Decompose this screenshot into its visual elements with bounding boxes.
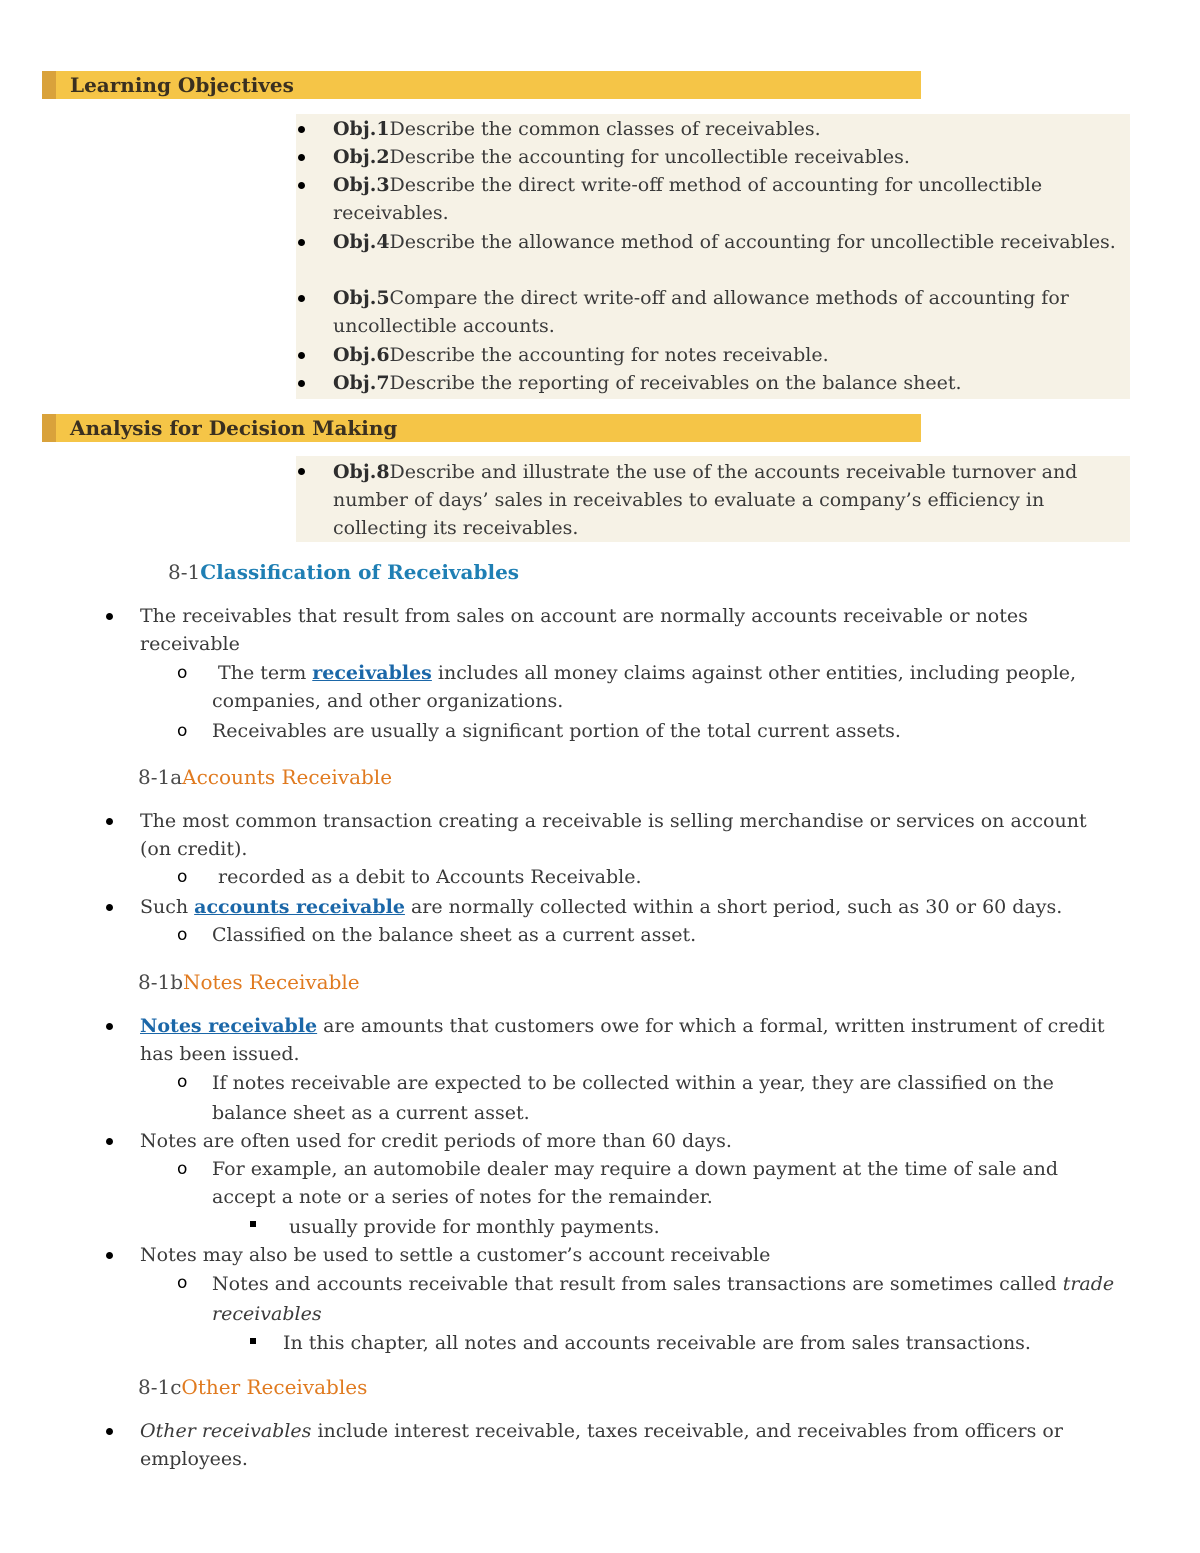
bullet-icon [298, 295, 305, 302]
list-item: Such accounts receivable are normally collected within a short period, such as 30 or 60 days. [140, 896, 1063, 918]
list-item: The most common transaction creating a receivable is selling merchandise or services on account (on credit). [140, 810, 1087, 860]
objective-item: Obj.1Describe the common classes of receivables. [333, 118, 821, 140]
bullet-icon [298, 182, 305, 189]
circle-bullet-icon: o [177, 663, 188, 683]
list-item: For example, an automobile dealer may require a down payment at the time of sale and accept a note or a series of notes for the remainder. [212, 1158, 1059, 1208]
subsection-heading: 8-1bNotes Receivable [138, 970, 360, 994]
bullet-icon [106, 1023, 113, 1030]
objective-item: Obj.3Describe the direct write-off method of accounting for uncollectible receivables. [333, 174, 1043, 224]
analysis-banner [42, 414, 921, 442]
objective-item: Obj.2Describe the accounting for uncollectible receivables. [333, 146, 910, 168]
list-item: Notes may also be used to settle a customer’s account receivable [140, 1244, 771, 1266]
list-item: Receivables are usually a significant portion of the total current assets. [212, 720, 901, 742]
list-item: recorded as a debit to Accounts Receivable. [218, 866, 642, 888]
list-item: The receivables that result from sales on account are normally accounts receivable or notes receivable [140, 605, 1028, 655]
bullet-icon [298, 154, 305, 161]
list-item: Other receivables include interest receivable, taxes receivable, and receivables from officers or employees. [140, 1420, 1063, 1470]
objective-item: Obj.8Describe and illustrate the use of the accounts receivable turnover and number of days’ sales in receivables to evaluate a company’s efficiency in collecting its receivables. [333, 461, 1078, 539]
bullet-icon [106, 1428, 113, 1435]
bullet-icon [298, 380, 305, 387]
learning-objectives-banner [42, 71, 921, 99]
square-bullet-icon [250, 1221, 256, 1227]
analysis-heading: Analysis for Decision Making [70, 416, 398, 440]
square-bullet-icon [250, 1338, 256, 1344]
section-heading: 8-1Classification of Receivables [168, 560, 520, 584]
circle-bullet-icon: o [177, 867, 188, 887]
bullet-icon [106, 818, 113, 825]
list-item: Classified on the balance sheet as a current asset. [212, 924, 697, 946]
circle-bullet-icon: o [177, 1273, 188, 1293]
list-item: The term receivables includes all money claims against other entities, including people, companies, and other organizations. [212, 662, 1077, 712]
bullet-icon [106, 1138, 113, 1145]
objective-item: Obj.4Describe the allowance method of accounting for uncollectible receivables. [333, 231, 1116, 253]
list-item: Notes are often used for credit periods of more than 60 days. [140, 1130, 732, 1152]
bullet-icon [298, 468, 305, 475]
subsection-heading: 8-1aAccounts Receivable [138, 765, 393, 789]
objective-item: Obj.5Compare the direct write-off and allowance methods of accounting for uncollectible accounts. [333, 287, 1069, 337]
list-item: If notes receivable are expected to be collected within a year, they are classified on the balance sheet as a current asset. [212, 1072, 1054, 1124]
list-item: Notes receivable are amounts that customers owe for which a formal, written instrument of credit has been issued. [140, 1015, 1105, 1065]
bullet-icon [106, 613, 113, 620]
bullet-icon [106, 904, 113, 911]
bullet-icon [298, 352, 305, 359]
list-item: Notes and accounts receivable that result from sales transactions are sometimes called trade receivables [212, 1273, 1115, 1325]
bullet-icon [298, 126, 305, 133]
subsection-heading: 8-1cOther Receivables [138, 1375, 368, 1399]
term-link[interactable]: Notes receivable [140, 1015, 318, 1037]
circle-bullet-icon: o [177, 1159, 188, 1179]
term-link[interactable]: receivables [312, 662, 432, 684]
objective-item: Obj.6Describe the accounting for notes receivable. [333, 344, 829, 366]
term-link[interactable]: accounts receivable [194, 896, 405, 918]
bullet-icon [298, 239, 305, 246]
objective-item: Obj.7Describe the reporting of receivables on the balance sheet. [333, 372, 962, 394]
circle-bullet-icon: o [177, 925, 188, 945]
circle-bullet-icon: o [177, 721, 188, 741]
bullet-icon [106, 1252, 113, 1259]
learning-objectives-heading: Learning Objectives [70, 73, 294, 97]
list-item: In this chapter, all notes and accounts receivable are from sales transactions. [283, 1332, 1031, 1354]
circle-bullet-icon: o [177, 1072, 188, 1092]
list-item: usually provide for monthly payments. [289, 1216, 660, 1238]
